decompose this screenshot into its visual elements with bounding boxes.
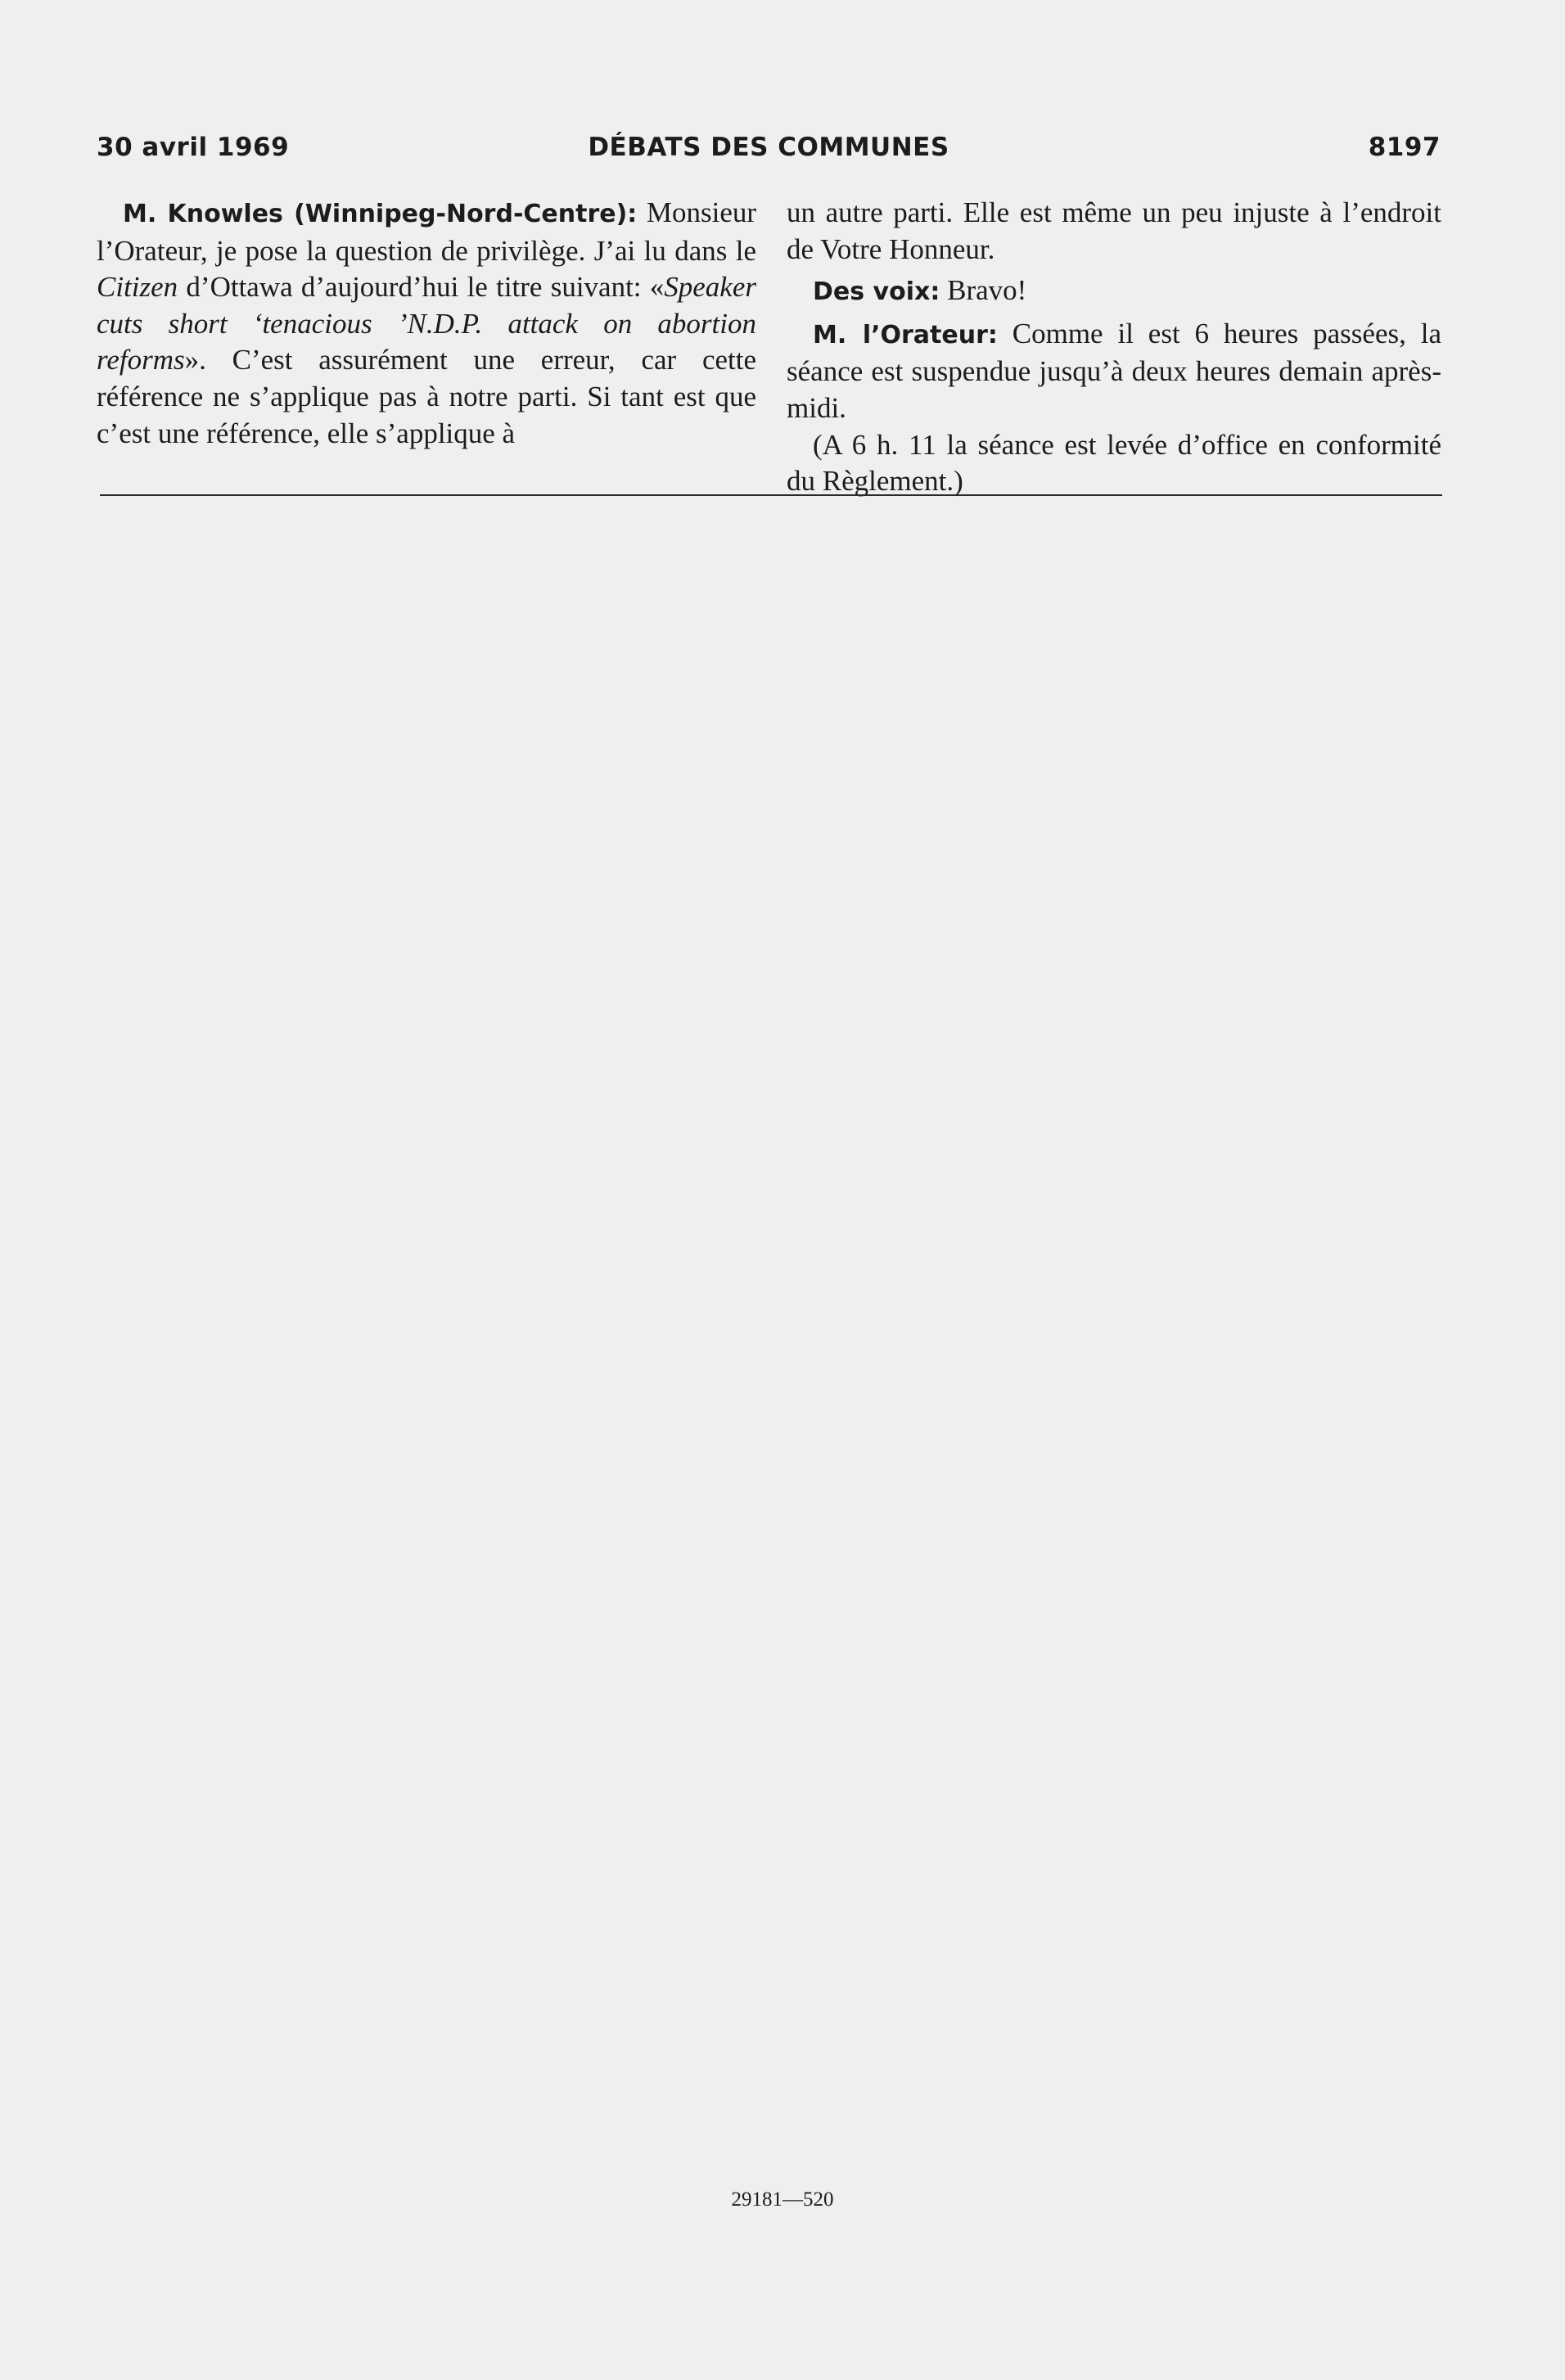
- speaker-knowles: M. Knowles (Winnipeg-Nord-Centre):: [123, 200, 638, 228]
- header-title: DÉBATS DES COMMUNES: [588, 133, 949, 162]
- knowles-text-c: ». C’est assurément une erreur, car cette référence ne s’applique pas à notre parti. Si tant est que c’est une référence, elle s’applique à: [97, 344, 756, 449]
- knowles-paragraph: [97, 195, 756, 452]
- closing-paragraph: (A 6 h. 11 la séance est levée d’office en conformité du Règlement.): [787, 428, 1441, 498]
- speaker-orateur: M. l’Orateur:: [813, 320, 998, 349]
- page-header: [97, 133, 1441, 172]
- knowles-text-a: Monsieur l’Orateur, je pose la question de privilège. J’ai lu dans le: [97, 196, 757, 267]
- footer-code: 29181—520: [731, 2188, 834, 2211]
- page-number: 8197: [1368, 133, 1441, 162]
- right-column: [787, 195, 1441, 500]
- quoted-headline: Speaker cuts short ‘tenacious ’N.D.P. attack on abortion reforms: [97, 271, 756, 376]
- voices-paragraph: [787, 273, 1441, 311]
- knowles-text-b: d’Ottawa d’aujourd’hui le titre suivant: «: [178, 271, 665, 304]
- left-column: [97, 195, 756, 452]
- publication-name: Citizen: [97, 271, 178, 304]
- continuation-paragraph: un autre parti. Elle est même un peu injuste à l’endroit de Votre Honneur.: [787, 196, 1441, 265]
- voices-text: Bravo!: [940, 274, 1027, 307]
- section-divider: [100, 494, 1442, 496]
- speaker-voices: Des voix:: [813, 277, 940, 307]
- orateur-text: Comme il est 6 heures passées, la séance est suspendue jusqu’à deux heures demain après-midi.: [787, 317, 1441, 424]
- header-date: 30 avril 1969: [97, 133, 290, 162]
- orateur-paragraph: [787, 316, 1441, 427]
